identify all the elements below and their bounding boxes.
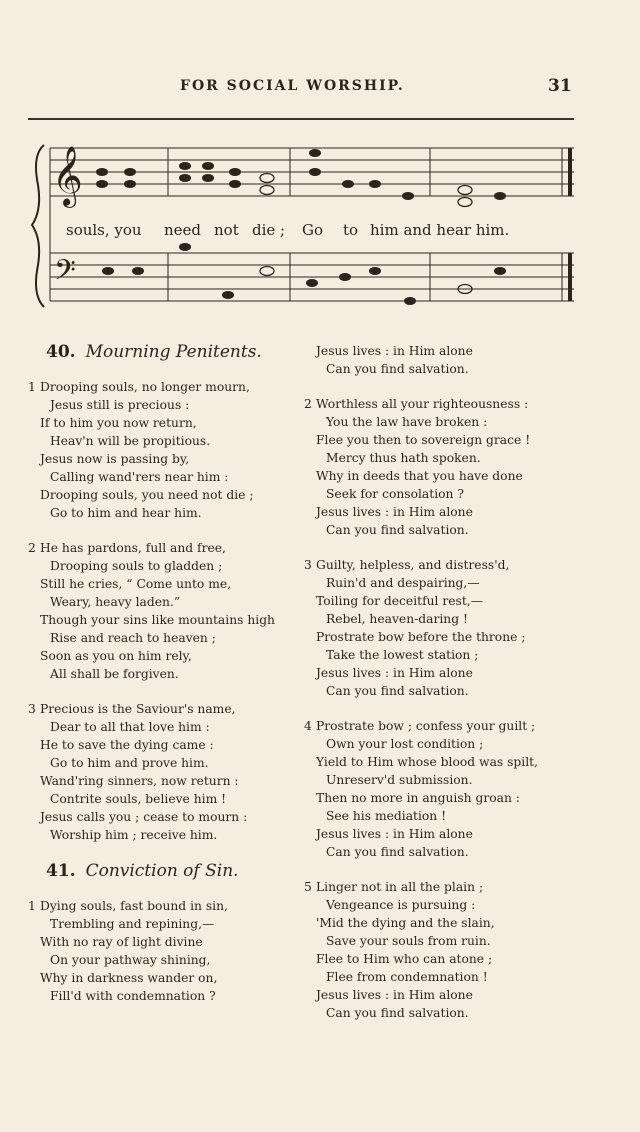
header-rule xyxy=(28,118,574,120)
hymn-41-stanza-1: 1 Dying souls, fast bound in sin, Trembling and repining,— With no ray of light divine On your pathway shining, Why in darkness wander on, Fill'd with condemnation ? xyxy=(28,899,228,1003)
svg-text:𝄢: 𝄢 xyxy=(54,254,76,294)
right-column xyxy=(302,342,602,1039)
hymn-41-continuation: Jesus lives : in Him alone Can you find salvation. xyxy=(316,344,473,376)
hymn-41-stanza-3: 3 Guilty, helpless, and distress'd, Ruin'd and despairing,— Toiling for deceitful rest,— Rebel, heaven-daring ! Prostrate bow before the throne ; Take the lowest station ; Jesus lives : in Him alone Can you find salvation. xyxy=(304,558,526,698)
lyric-4: die ; xyxy=(252,221,286,239)
page-header xyxy=(0,78,640,102)
lyric-6: to xyxy=(343,221,359,239)
lyric-1: souls, you xyxy=(66,221,142,239)
running-title: FOR SOCIAL WORSHIP. xyxy=(180,78,405,94)
hymn-41-stanza-5: 5 Linger not in all the plain ; Vengeance is pursuing : 'Mid the dying and the slain, Save your souls from ruin. Flee to Him who can atone ; Flee from condemnation ! Jesus lives : in Him alone Can you find salvation. xyxy=(304,880,495,1020)
svg-text:𝄞: 𝄞 xyxy=(52,146,83,206)
hymn-40-stanza-1: 1 Drooping souls, no longer mourn, Jesus still is precious : If to him you now return, Heav'n will be propitious. Jesus now is passing by, Calling wand'rers near him : Drooping souls, you need not die ; Go to him and hear him. xyxy=(28,380,254,520)
lyric-7: him and hear him. xyxy=(370,221,510,239)
lyric-5: Go xyxy=(302,221,324,239)
hymn-40-stanza-3: 3 Precious is the Saviour's name, Dear to all that love him : He to save the dying came : Go to him and prove him. Wand'ring sinners, now return : Contrite souls, believe him ! Jesus calls you ; cease to mourn : Worship him ; receive him. xyxy=(28,702,248,842)
hymn-41-stanza-4: 4 Prostrate bow ; confess your guilt ; Own your lost condition ; Yield to Him whose blood was spilt, Unreserv'd submission. Then no more in anguish groan : See his mediation ! Jesus lives : in Him alone Can you find salvation. xyxy=(304,719,539,859)
lyric-3: not xyxy=(214,221,239,239)
page-number: 31 xyxy=(548,76,572,96)
hymn-41-stanza-2: 2 Worthless all your righteousness : You the law have broken : Flee you then to sovereign grace ! Mercy thus hath spoken. Why in deeds that you have done Seek for consolation ? Jesus lives : in Him alone Can you find salvation. xyxy=(304,397,531,537)
left-column xyxy=(26,342,284,1022)
lyric-2: need xyxy=(164,221,202,239)
hymn-40-stanza-2: 2 He has pardons, full and free, Drooping souls to gladden ; Still he cries, “ Come unto me, Weary, heavy laden.” Though your sins like mountains high Rise and reach to heaven ; Soon as you on him rely, All shall be forgiven. xyxy=(28,541,275,681)
hymn-40-title: 40. Mourning Penitents. xyxy=(46,342,262,362)
hymn-41-title: 41. Conviction of Sin. xyxy=(46,861,239,881)
music-score xyxy=(30,135,578,320)
